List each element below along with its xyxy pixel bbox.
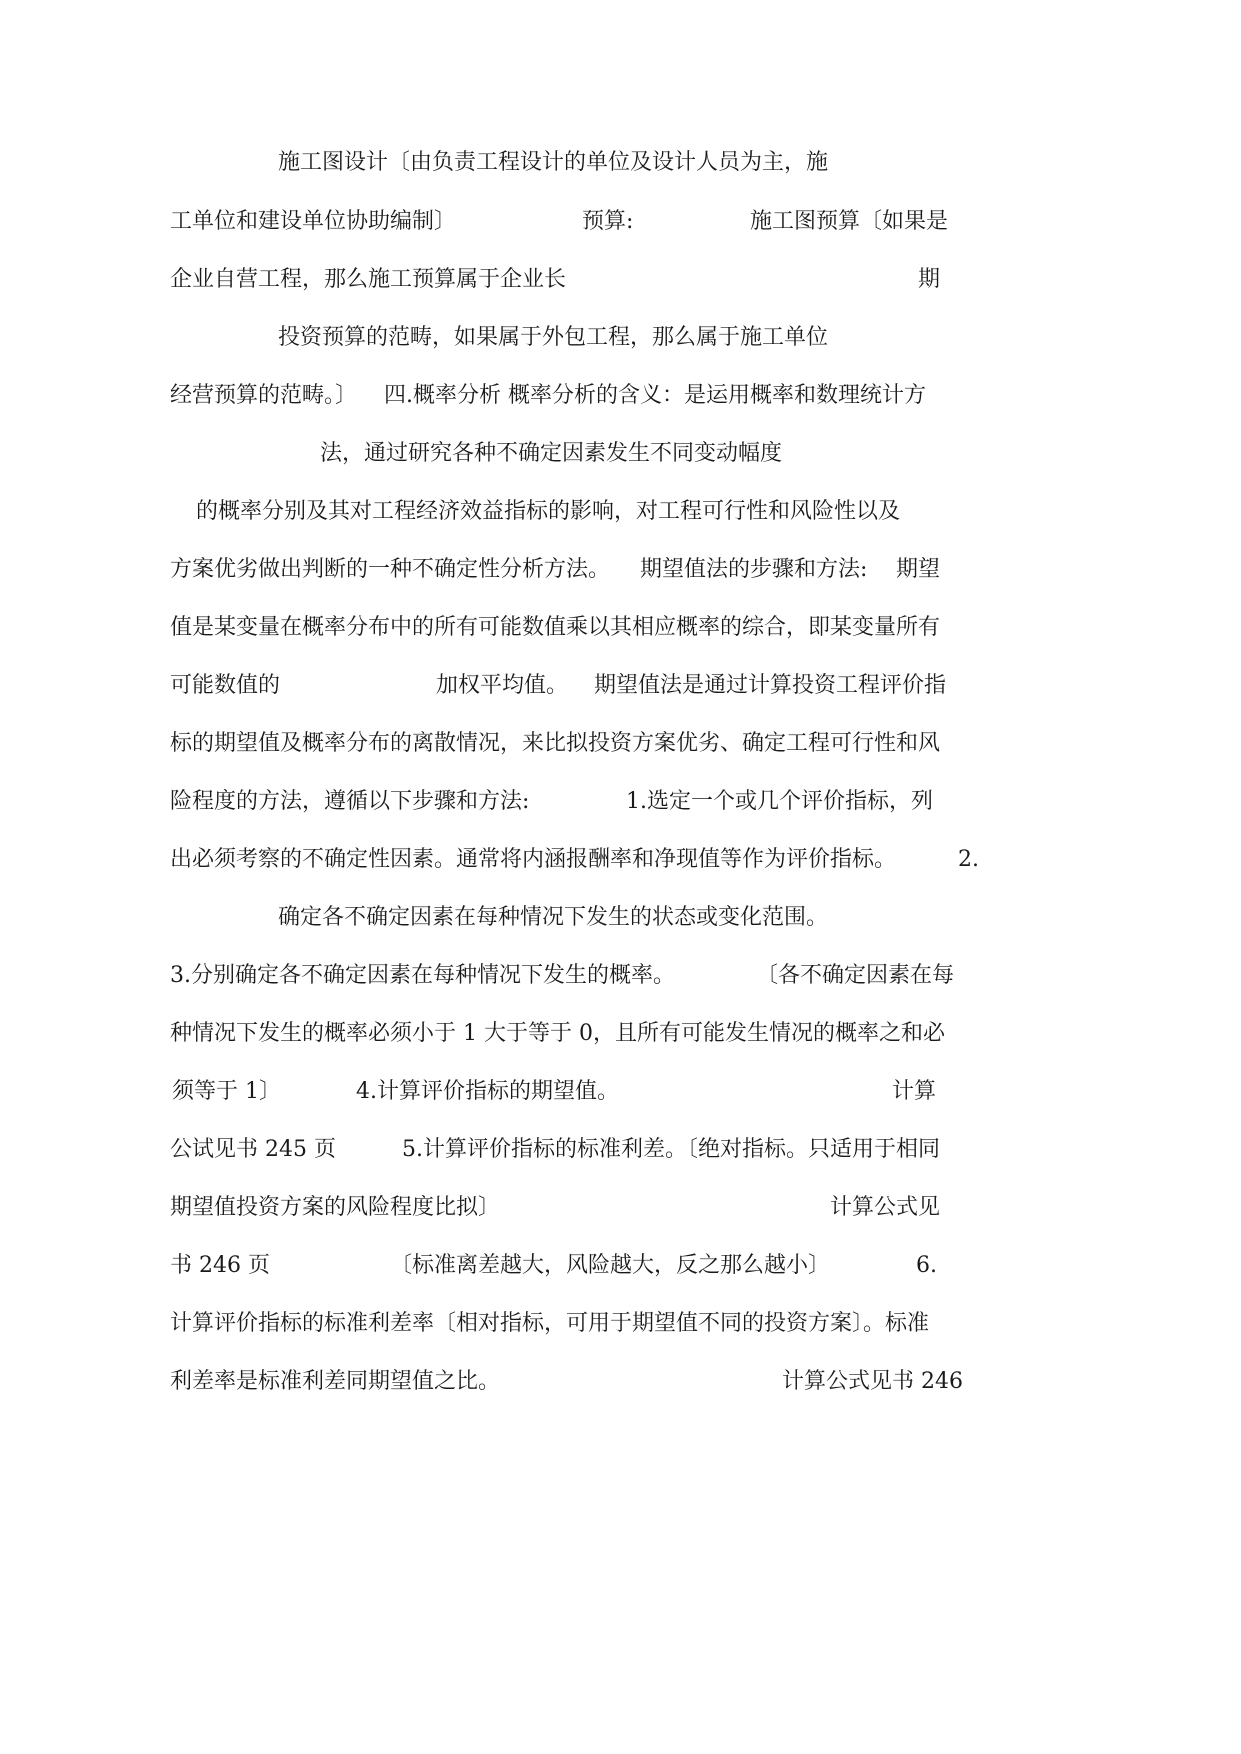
text-segment: 投资预算的范畴，如果属于外包工程，那么属于施工单位 bbox=[278, 325, 829, 350]
text-segment: 计算公式见书 246 bbox=[782, 1369, 963, 1394]
text-segment: 四.概率分析 概率分析的含义：是运用概率和数理统计方 bbox=[384, 383, 926, 408]
text-segment: 工单位和建设单位协助编制〕 bbox=[170, 209, 457, 234]
text-segment: 确定各不确定因素在每种情况下发生的状态或变化范围。 bbox=[278, 905, 829, 930]
text-segment: 计算公式见 bbox=[830, 1195, 941, 1220]
text-segment: 5.计算评价指标的标准利差。〔绝对指标。只适用于相同 bbox=[402, 1137, 940, 1162]
text-segment: 书 246 页 bbox=[170, 1253, 270, 1278]
text-segment: 期望值法的步骤和方法: bbox=[640, 557, 868, 582]
text-segment: 计算评价指标的标准利差率〔相对指标，可用于期望值不同的投资方案〕。标准 bbox=[170, 1311, 930, 1336]
text-segment: 须等于 1〕 bbox=[172, 1079, 281, 1104]
text-segment: 〔各不确定因素在每 bbox=[756, 963, 955, 988]
text-segment: 方案优劣做出判断的一种不确定性分析方法。 bbox=[170, 557, 611, 582]
text-segment: 期望值投资方案的风险程度比拟〕 bbox=[170, 1195, 501, 1220]
text-segment: 加权平均值。 bbox=[436, 673, 569, 698]
text-segment: 可能数值的 bbox=[170, 673, 281, 698]
text-segment: 企业自营工程，那么施工预算属于企业长 bbox=[170, 267, 567, 292]
text-segment: 险程度的方法，遵循以下步骤和方法: bbox=[170, 789, 530, 814]
text-segment: 种情况下发生的概率必须小于 1 大于等于 0，且所有可能发生情况的概率之和必 bbox=[170, 1021, 945, 1046]
text-segment: 利差率是标准利差同期望值之比。 bbox=[170, 1369, 501, 1394]
text-segment: 2. bbox=[958, 847, 979, 872]
text-segment: 计算 bbox=[892, 1079, 937, 1104]
text-segment: 施工图设计〔由负责工程设计的单位及设计人员为主，施 bbox=[278, 150, 829, 175]
text-segment: 经营预算的范畴。〕 bbox=[170, 383, 358, 408]
text-segment: 期 bbox=[918, 267, 941, 292]
text-segment: 6. bbox=[916, 1253, 937, 1278]
text-segment: 期望 bbox=[896, 557, 941, 582]
text-segment: 标的期望值及概率分布的离散情况，来比拟投资方案优劣、确定工程可行性和风 bbox=[170, 731, 941, 756]
text-segment: 的概率分别及其对工程经济效益指标的影响，对工程可行性和风险性以及 bbox=[196, 499, 901, 524]
text-segment: 法，通过研究各种不确定因素发生不同变动幅度 bbox=[320, 441, 783, 466]
text-segment: 3.分别确定各不确定因素在每种情况下发生的概率。 bbox=[170, 963, 675, 988]
text-segment: 1.选定一个或几个评价指标，列 bbox=[626, 789, 933, 814]
text-segment: 施工图预算〔如果是 bbox=[750, 209, 949, 234]
text-segment: 预算: bbox=[582, 209, 634, 234]
text-segment: 公试见书 245 页 bbox=[170, 1137, 336, 1162]
text-segment: 出必须考察的不确定性因素。通常将内涵报酬率和净现值等作为评价指标。 bbox=[170, 847, 897, 872]
text-segment: 期望值法是通过计算投资工程评价指 bbox=[594, 673, 947, 698]
text-segment: 4.计算评价指标的期望值。 bbox=[356, 1079, 619, 1104]
text-segment: 值是某变量在概率分布中的所有可能数值乘以其相应概率的综合，即某变量所有 bbox=[170, 615, 941, 640]
text-segment: 〔标准离差越大，风险越大，反之那么越小〕 bbox=[390, 1253, 831, 1278]
